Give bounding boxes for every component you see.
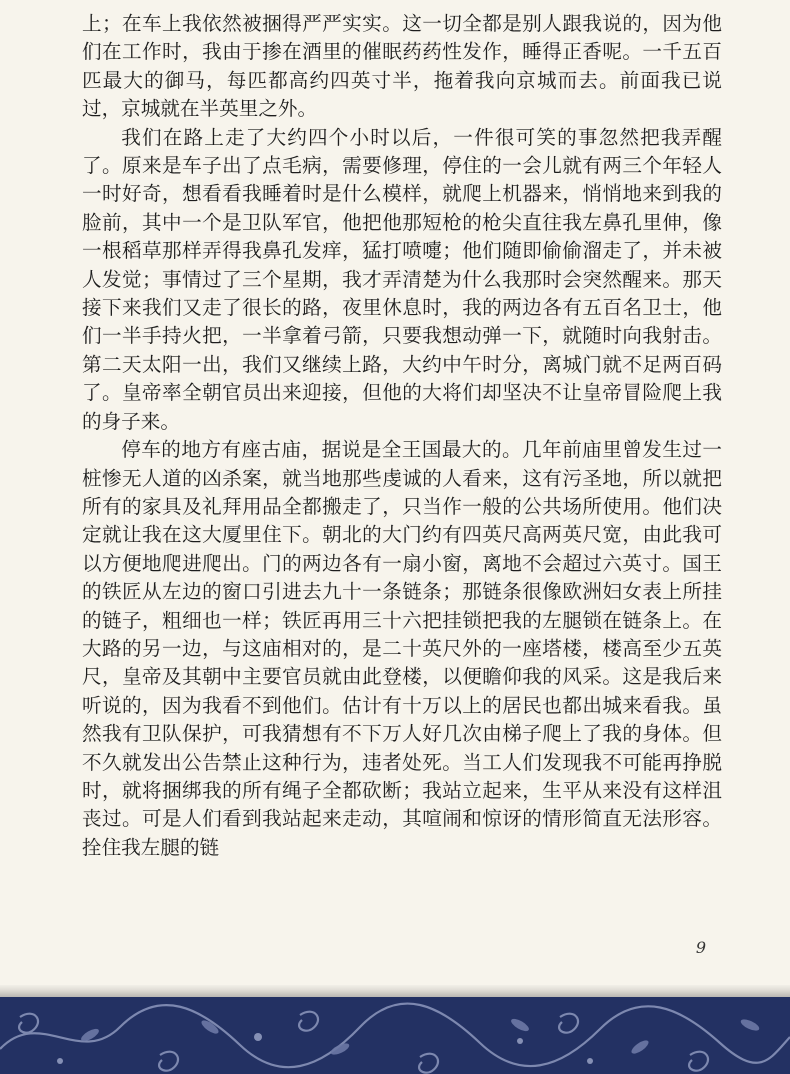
paragraph-2: 我们在路上走了大约四个小时以后，一件很可笑的事忽然把我弄醒了。原来是车子出了点毛病，需要修理，停住的一会儿就有两三个年轻人一时好奇，想看看我睡着时是什么模样，就爬上机器来，悄悄地来到我的脸前，其中一个是卫队军官，他把他那短枪的枪尖直往我左鼻孔里伸，像一根稻草那样弄得我鼻孔发痒，猛打喷嚏；他们随即偷偷溜走了，并未被人发觉；事情过了三个星期，我才弄清楚为什么我那时会突然醒来。那天接下来我们又走了很长的路，夜里休息时，我的两边各有五百名卫士，他们一半手持火把，一半拿着弓箭，只要我想动弹一下，就随时向我射击。第二天太阳一出，我们又继续上路，大约中午时分，离城门就不足两百码了。皇帝率全朝官员出来迎接，但他的大将们却坚决不让皇帝冒险爬上我的身子来。: [82, 125, 722, 433]
paragraph-3: 停车的地方有座古庙，据说是全王国最大的。几年前庙里曾发生过一桩惨无人道的凶杀案，就当地那些虔诚的人看来，这有污圣地，所以就把所有的家具及礼拜用品全都搬走了，只当作一般的公共场所使用。他们决定就让我在这大厦里住下。朝北的大门约有四英尺高两英尺宽，由此我可以方便地爬进爬出。门的两边各有一扇小窗，离地不会超过六英寸。国王的铁匠从左边的窗口引进去九十一条链条；那链条很像欧洲妇女表上所挂的链子，粗细也一样；铁匠再用三十六把挂锁把我的左腿锁在链条上。在大路的另一边，与这庙相对的，是二十英尺外的一座塔楼，楼高至少五英尺，皇帝及其朝中主要官员就由此登楼，以便瞻仰我的风采。这是我后来听说的，因为我看不到他们。估计有十万以上的居民也都出城来看我。虽然我有卫队保护，可我猜想有不下万人好几次由梯子爬上了我的身体。但不久就发出公告禁止这种行为，违者处死。当工人们发现我不可能再挣脱时，就将捆绑我的所有绳子全都砍断；我站立起来，生平从来没有这样沮丧过。可是人们看到我站起来走动，其喧闹和惊讶的情形简直无法形容。拴住我左腿的链: [82, 438, 722, 859]
book-cover-ornament: [0, 997, 790, 1074]
page-stack-edge: [0, 985, 790, 997]
page-number: 9: [695, 938, 706, 957]
paragraph-1: 上；在车上我依然被捆得严严实实。这一切全都是别人跟我说的，因为他们在工作时，我由于掺在酒里的催眠药药性发作，睡得正香呢。一千五百匹最大的御马，每匹都高约四英寸半，拖着我向京城而去。前面我已说过，京城就在半英里之外。: [82, 12, 722, 121]
body-text: [82, 10, 722, 862]
floral-ornament-pattern: [0, 997, 790, 1074]
cut-off-top-line: [82, 0, 722, 2]
